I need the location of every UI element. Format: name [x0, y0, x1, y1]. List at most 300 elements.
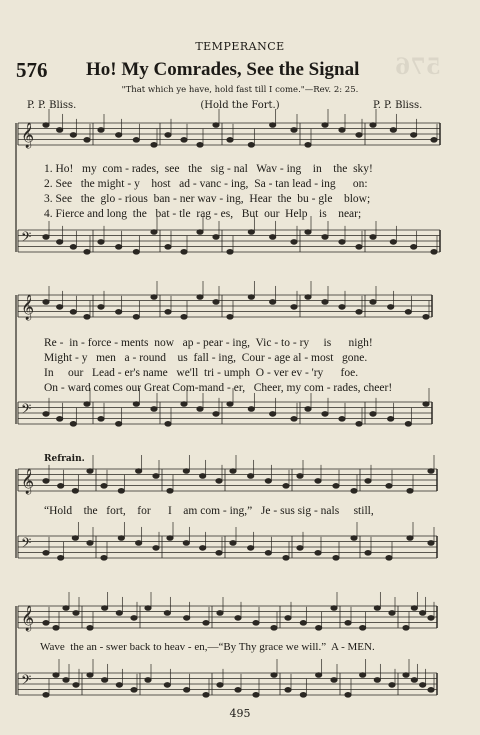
word: for — [137, 505, 151, 517]
note-head — [133, 314, 139, 319]
note-head — [386, 555, 392, 560]
note-head — [116, 611, 122, 616]
word: the — [188, 163, 203, 175]
note-head — [248, 230, 254, 235]
note-head — [165, 133, 171, 138]
note-head — [87, 469, 93, 474]
note-head — [43, 692, 49, 697]
word: the — [80, 193, 95, 205]
word: my — [82, 163, 97, 175]
word: Re - — [44, 337, 64, 349]
note-head — [131, 687, 137, 692]
word: my com - rades, — [286, 382, 361, 394]
note-head — [181, 402, 187, 407]
note-head — [197, 295, 203, 300]
note-head — [101, 555, 107, 560]
note-head — [197, 230, 203, 235]
word: O - ver ev - 'ry — [255, 367, 324, 379]
word: we'll — [176, 367, 199, 379]
note-head — [227, 249, 233, 254]
word: the — [277, 193, 292, 205]
note-head — [356, 421, 362, 426]
note-head — [70, 309, 76, 314]
note-head — [43, 123, 49, 128]
word: the — [70, 641, 84, 653]
note-head — [213, 235, 219, 240]
note-head — [135, 469, 141, 474]
word: on: — [352, 178, 368, 190]
word: tan — [275, 178, 290, 190]
note-head — [151, 230, 157, 235]
word: heav - en,—“By — [164, 641, 237, 653]
word: al - most — [293, 352, 334, 364]
verse-4-line-1 — [44, 208, 361, 220]
word: sig - — [210, 163, 231, 175]
note-head — [227, 137, 233, 142]
bass-clef-icon: 𝄢 — [21, 401, 32, 420]
word: A - MEN. — [331, 641, 375, 653]
note-head — [57, 555, 63, 560]
note-head — [285, 687, 291, 692]
word: to — [153, 641, 162, 653]
note-head — [56, 240, 62, 245]
note-head — [153, 474, 159, 479]
verse-2-line-1 — [44, 178, 368, 190]
word: near; — [338, 208, 362, 220]
note-head — [253, 620, 259, 625]
note-head — [300, 620, 306, 625]
verse-3-line-2 — [44, 367, 358, 379]
note-head — [411, 606, 417, 611]
bass-clef-icon: 𝄢 — [21, 535, 32, 554]
note-head — [390, 240, 396, 245]
word: sig - nals — [297, 505, 340, 517]
note-head — [390, 128, 396, 133]
note-head — [70, 421, 76, 426]
note-head — [70, 133, 76, 138]
note-head — [419, 611, 425, 616]
note-head — [73, 611, 79, 616]
note-head — [269, 235, 275, 240]
word: Com-mand - er, — [172, 382, 246, 394]
note-head — [359, 673, 365, 678]
note-head — [98, 416, 104, 421]
word: Great — [143, 382, 170, 394]
note-head — [351, 488, 357, 493]
note-head — [43, 620, 49, 625]
note-head — [322, 235, 328, 240]
word: grace — [259, 641, 284, 653]
note-head — [407, 536, 413, 541]
note-head — [269, 412, 275, 417]
note-head — [56, 128, 62, 133]
note-head — [365, 550, 371, 555]
note-head — [133, 402, 139, 407]
note-head — [164, 683, 170, 688]
note-head — [370, 300, 376, 305]
word: Hear — [249, 193, 272, 205]
hymn-title: Ho! My Comrades, See the Signal — [86, 59, 360, 80]
word: I — [167, 505, 172, 517]
note-head — [183, 687, 189, 692]
note-head — [115, 244, 121, 249]
note-head — [87, 673, 93, 678]
note-head — [227, 314, 233, 319]
word: still, — [353, 505, 374, 517]
note-head — [203, 620, 209, 625]
note-head — [43, 412, 49, 417]
word: Wav - ing — [256, 163, 302, 175]
refrain-label: Refrain. — [44, 454, 85, 464]
note-head — [410, 133, 416, 138]
note-head — [230, 541, 236, 546]
note-head — [213, 412, 219, 417]
note-head — [431, 249, 437, 254]
note-head — [403, 625, 409, 630]
note-head — [423, 314, 429, 319]
note-head — [183, 469, 189, 474]
note-head — [345, 620, 351, 625]
word: back — [129, 641, 151, 653]
word: nal — [233, 163, 248, 175]
note-head — [356, 309, 362, 314]
note-head — [431, 137, 437, 142]
note-head — [213, 300, 219, 305]
note-head — [43, 479, 49, 484]
note-head — [98, 305, 104, 310]
word: Wave — [40, 641, 65, 653]
note-head — [197, 407, 203, 412]
note-head — [291, 240, 297, 245]
note-head — [345, 692, 351, 697]
word: cheer! — [363, 382, 393, 394]
note-head — [43, 235, 49, 240]
word: Sa - — [254, 178, 273, 190]
note-head — [145, 606, 151, 611]
verse-4-line-2 — [44, 382, 392, 394]
note-head — [118, 488, 124, 493]
note-head — [115, 309, 121, 314]
note-head — [115, 133, 121, 138]
note-head — [405, 421, 411, 426]
note-head — [145, 678, 151, 683]
note-head — [56, 416, 62, 421]
verse-3-line-1 — [44, 193, 370, 205]
note-head — [387, 416, 393, 421]
note-head — [56, 305, 62, 310]
note-head — [315, 673, 321, 678]
note-head — [248, 407, 254, 412]
treble-clef-icon: 𝄞 — [21, 123, 35, 148]
word: name — [142, 367, 168, 379]
note-head — [98, 128, 104, 133]
word: the — [80, 178, 95, 190]
note-head — [63, 678, 69, 683]
note-head — [217, 611, 223, 616]
note-head — [331, 606, 337, 611]
note-head — [199, 474, 205, 479]
note-head — [87, 625, 93, 630]
note-head — [403, 673, 409, 678]
note-head — [84, 402, 90, 407]
note-head — [351, 536, 357, 541]
note-head — [356, 133, 362, 138]
word: com - rades, — [102, 163, 159, 175]
note-head — [165, 244, 171, 249]
verse-2-line-2 — [44, 352, 367, 364]
word: see — [164, 163, 180, 175]
refrain-line-2 — [40, 641, 375, 653]
note-head — [428, 616, 434, 621]
note-head — [53, 625, 59, 630]
note-head — [133, 249, 139, 254]
word: ap - pear - ing, — [182, 337, 250, 349]
verse-1-line-1 — [44, 163, 373, 175]
word: Je - — [260, 505, 278, 517]
hymn-number: 576 — [16, 58, 48, 82]
note-head — [271, 625, 277, 630]
word: our — [264, 208, 280, 220]
note-head — [428, 687, 434, 692]
note-head — [315, 479, 321, 484]
word: in — [312, 163, 322, 175]
note-head — [131, 616, 137, 621]
word: In — [44, 367, 54, 379]
word: bu - gle — [297, 193, 333, 205]
note-head — [217, 683, 223, 688]
note-head — [151, 142, 157, 147]
word: foe. — [340, 367, 359, 379]
note-head — [235, 687, 241, 692]
word: our — [67, 367, 84, 379]
note-head — [291, 416, 297, 421]
note-head — [84, 137, 90, 142]
word: “Hold — [44, 505, 73, 517]
word: the — [83, 505, 98, 517]
word: But — [241, 208, 259, 220]
word: 3. See — [44, 193, 73, 205]
note-head — [247, 474, 253, 479]
word: rag - es, — [196, 208, 234, 220]
word: the — [333, 163, 348, 175]
note-head — [428, 469, 434, 474]
note-head — [333, 483, 339, 488]
word: is — [319, 208, 327, 220]
word: 2. See — [44, 178, 73, 190]
note-head — [410, 244, 416, 249]
note-head — [283, 555, 289, 560]
word: 4. Fierce and long — [44, 208, 128, 220]
tune-name: (Hold the Fort.) — [200, 100, 280, 111]
word: we — [285, 641, 299, 653]
note-head — [53, 673, 59, 678]
note-head — [305, 295, 311, 300]
note-head — [203, 692, 209, 697]
note-head — [405, 309, 411, 314]
refrain-line-1 — [44, 505, 374, 517]
note-head — [291, 305, 297, 310]
bleed-through-number: 576 — [395, 54, 441, 80]
note-head — [305, 230, 311, 235]
note-head — [43, 300, 49, 305]
word: Lead - er's — [91, 367, 140, 379]
note-head — [213, 123, 219, 128]
word: Cour - age — [241, 352, 291, 364]
word: an - swer — [86, 641, 127, 653]
word: might - y — [97, 178, 140, 190]
note-head — [181, 249, 187, 254]
note-head — [283, 483, 289, 488]
note-head — [235, 616, 241, 621]
bass-clef-icon: 𝄢 — [21, 229, 32, 248]
note-head — [297, 474, 303, 479]
word: sky! — [353, 163, 373, 175]
note-head — [389, 683, 395, 688]
word: tri - umph — [204, 367, 251, 379]
note-head — [165, 421, 171, 426]
note-head — [300, 692, 306, 697]
note-head — [151, 295, 157, 300]
word: wav - ing, — [197, 193, 244, 205]
note-head — [322, 123, 328, 128]
word: now — [154, 337, 174, 349]
note-head — [333, 555, 339, 560]
word: sus — [280, 505, 295, 517]
word: Thy — [238, 641, 257, 653]
note-head — [84, 249, 90, 254]
note-head — [116, 683, 122, 688]
note-head — [118, 536, 124, 541]
word: On - ward comes — [44, 382, 123, 394]
note-head — [151, 407, 157, 412]
note-head — [269, 123, 275, 128]
note-head — [183, 616, 189, 621]
note-head — [167, 488, 173, 493]
note-head — [87, 541, 93, 546]
note-head — [356, 244, 362, 249]
note-head — [339, 128, 345, 133]
note-head — [101, 483, 107, 488]
note-head — [374, 606, 380, 611]
word: is — [323, 337, 332, 349]
treble-clef-icon: 𝄞 — [21, 295, 35, 320]
word: ad - vanc - ing, — [179, 178, 249, 190]
note-head — [265, 550, 271, 555]
note-head — [339, 416, 345, 421]
note-head — [269, 300, 275, 305]
treble-clef-icon: 𝄞 — [21, 469, 35, 494]
note-head — [73, 683, 79, 688]
note-head — [291, 128, 297, 133]
word: com - ing,” — [200, 505, 253, 517]
note-head — [135, 541, 141, 546]
note-head — [297, 546, 303, 551]
word: glo - rious — [100, 193, 148, 205]
note-head — [227, 402, 233, 407]
note-head — [359, 625, 365, 630]
note-head — [315, 550, 321, 555]
word: fort, — [106, 505, 126, 517]
note-head — [322, 412, 328, 417]
note-head — [101, 678, 107, 683]
word: us — [177, 352, 188, 364]
note-head — [386, 483, 392, 488]
page-number: 495 — [229, 707, 251, 720]
lyricist-credit: P. P. Bliss. — [27, 100, 77, 111]
note-head — [43, 550, 49, 555]
note-head — [84, 314, 90, 319]
note-head — [101, 606, 107, 611]
section-heading: TEMPERANCE — [195, 40, 285, 53]
note-head — [370, 235, 376, 240]
scripture-reference: "That which ye have, hold fast till I come."—Rev. 2: 25. — [121, 85, 359, 95]
note-head — [165, 309, 171, 314]
note-head — [271, 673, 277, 678]
word: men — [96, 352, 116, 364]
word: Help — [285, 208, 308, 220]
note-head — [387, 305, 393, 310]
word: Vic - to - ry — [255, 337, 310, 349]
note-head — [339, 240, 345, 245]
note-head — [370, 123, 376, 128]
note-head — [315, 625, 321, 630]
word: lead - ing — [292, 178, 336, 190]
note-head — [305, 407, 311, 412]
note-head — [305, 142, 311, 147]
treble-clef-icon: 𝄞 — [21, 606, 35, 631]
word: Cheer, — [253, 382, 284, 394]
word: bat - tle — [155, 208, 191, 220]
note-head — [164, 611, 170, 616]
note-head — [216, 550, 222, 555]
word: gone. — [342, 352, 368, 364]
word: host — [151, 178, 171, 190]
note-head — [248, 295, 254, 300]
note-head — [115, 421, 121, 426]
verse-1-line-2 — [44, 337, 373, 349]
note-head — [57, 483, 63, 488]
note-head — [70, 244, 76, 249]
note-head — [322, 300, 328, 305]
bass-clef-icon: 𝄢 — [21, 672, 32, 691]
note-head — [389, 611, 395, 616]
note-head — [428, 541, 434, 546]
note-head — [98, 240, 104, 245]
note-head — [72, 536, 78, 541]
note-head — [365, 479, 371, 484]
note-head — [72, 488, 78, 493]
word: ban - ner — [153, 193, 195, 205]
word: blow; — [343, 193, 371, 205]
note-head — [167, 536, 173, 541]
note-head — [248, 142, 254, 147]
note-head — [370, 412, 376, 417]
note-head — [411, 678, 417, 683]
word: 1. Ho! — [44, 163, 74, 175]
note-head — [247, 546, 253, 551]
note-head — [423, 402, 429, 407]
word: in - force - ments — [69, 337, 149, 349]
note-head — [197, 142, 203, 147]
word: will.” — [301, 641, 327, 653]
word: Might - y — [44, 352, 88, 364]
word: a - round — [124, 352, 167, 364]
note-head — [63, 606, 69, 611]
note-head — [285, 616, 291, 621]
note-head — [253, 692, 259, 697]
note-head — [199, 546, 205, 551]
word: the — [132, 208, 147, 220]
